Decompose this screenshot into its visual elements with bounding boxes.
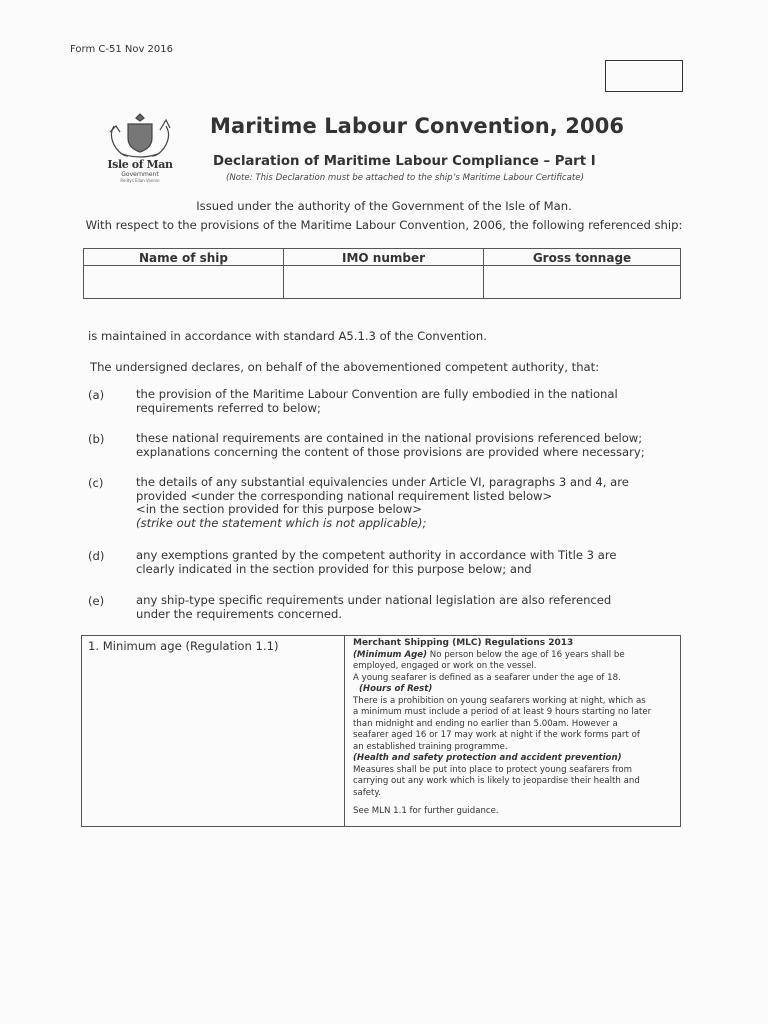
item-line: requirements referred to below; xyxy=(136,400,321,415)
item-line: (strike out the statement which is not applicable); xyxy=(136,515,427,530)
item-line: clearly indicated in the section provided for this purpose below; and xyxy=(136,561,532,576)
maintained-statement: is maintained in accordance with standard A5.1.3 of the Convention. xyxy=(88,329,487,343)
issued-statement: Issued under the authority of the Government of the Isle of Man. xyxy=(196,199,572,213)
min-age-text: employed, engaged or work on the vessel. xyxy=(353,661,537,671)
form-code: Form C-51 Nov 2016 xyxy=(70,44,174,55)
regulation-details xyxy=(353,638,673,818)
min-age-text: No person below the age of 16 years shall be xyxy=(427,649,625,660)
gross-tonnage-cell[interactable] xyxy=(484,266,681,299)
item-label: (d) xyxy=(88,549,105,563)
health-safety-text: carrying out any work which is likely to jeopardise their health and xyxy=(353,776,640,786)
item-line: <in the section provided for this purpose below> xyxy=(136,502,422,516)
gross-tonnage-header: Gross tonnage xyxy=(484,249,681,266)
regulation-heading: Merchant Shipping (MLC) Regulations 2013 xyxy=(353,638,574,648)
reference-box xyxy=(605,60,683,92)
item-line: explanations concerning the content of those provisions are provided where necessary; xyxy=(136,444,645,459)
attachment-note: (Note: This Declaration must be attached to the ship’s Maritime Labour Certificate) xyxy=(226,173,584,183)
respect-statement: With respect to the provisions of the Maritime Labour Convention, 2006, the following referenced ship: xyxy=(85,218,683,232)
item-line: these national requirements are contained in the national provisions referenced below; xyxy=(136,431,643,445)
hours-text: seafarer aged 16 or 17 may work at night if the work forms part of xyxy=(353,730,640,740)
crest-subtitle: Government xyxy=(121,171,159,178)
column-divider xyxy=(344,636,345,826)
item-line: any ship-type specific requirements under national legislation are also referenced xyxy=(136,593,612,607)
guidance-reference: See MLN 1.1 for further guidance. xyxy=(353,806,499,816)
regulation-table xyxy=(81,635,681,827)
imo-number-header: IMO number xyxy=(284,249,484,266)
health-safety-label: (Health and safety protection and accident prevention) xyxy=(353,753,622,763)
hours-text: a minimum must include a period of at least 9 hours starting no later xyxy=(353,707,652,717)
crest-motto: Reiltys Ellan Vannin xyxy=(120,178,160,183)
item-label: (b) xyxy=(88,432,105,446)
page-title: Maritime Labour Convention, 2006 xyxy=(210,114,625,138)
hours-text: There is a prohibition on young seafarers working at night, which as xyxy=(353,695,646,706)
item-line: any exemptions granted by the competent authority in accordance with Title 3 are xyxy=(136,548,617,562)
declaration-statement: The undersigned declares, on behalf of the abovementioned competent authority, that: xyxy=(90,360,600,374)
imo-number-cell[interactable] xyxy=(284,266,484,299)
item-line: provided <under the corresponding national requirement listed below> xyxy=(136,488,553,503)
health-safety-text: safety. xyxy=(353,787,382,798)
min-age-label: (Minimum Age) xyxy=(353,649,428,660)
ship-details-table xyxy=(83,248,681,299)
item-label: (c) xyxy=(88,476,104,490)
item-label: (a) xyxy=(88,388,105,402)
hours-text: an established training programme. xyxy=(353,741,508,752)
hours-label: (Hours of Rest) xyxy=(359,684,433,694)
name-of-ship-cell[interactable] xyxy=(84,266,284,299)
item-label: (e) xyxy=(88,594,105,608)
name-of-ship-header: Name of ship xyxy=(84,249,284,266)
item-line: under the requirements concerned. xyxy=(136,606,343,621)
health-safety-text: Measures shall be put into place to protect young seafarers from xyxy=(353,764,632,775)
crest-name: Isle of Man xyxy=(107,158,173,171)
young-seafarer-definition: A young seafarer is defined as a seafarer under the age of 18. xyxy=(353,672,621,683)
page-subtitle: Declaration of Maritime Labour Compliance – Part I xyxy=(213,154,596,169)
item-line: the provision of the Maritime Labour Convention are fully embodied in the national xyxy=(136,387,618,401)
hours-text: than midnight and ending no earlier than 5.00am. However a xyxy=(353,718,618,729)
item-line: the details of any substantial equivalencies under Article VI, paragraphs 3 and 4, are xyxy=(136,475,629,489)
regulation-title: 1. Minimum age (Regulation 1.1) xyxy=(88,639,279,653)
